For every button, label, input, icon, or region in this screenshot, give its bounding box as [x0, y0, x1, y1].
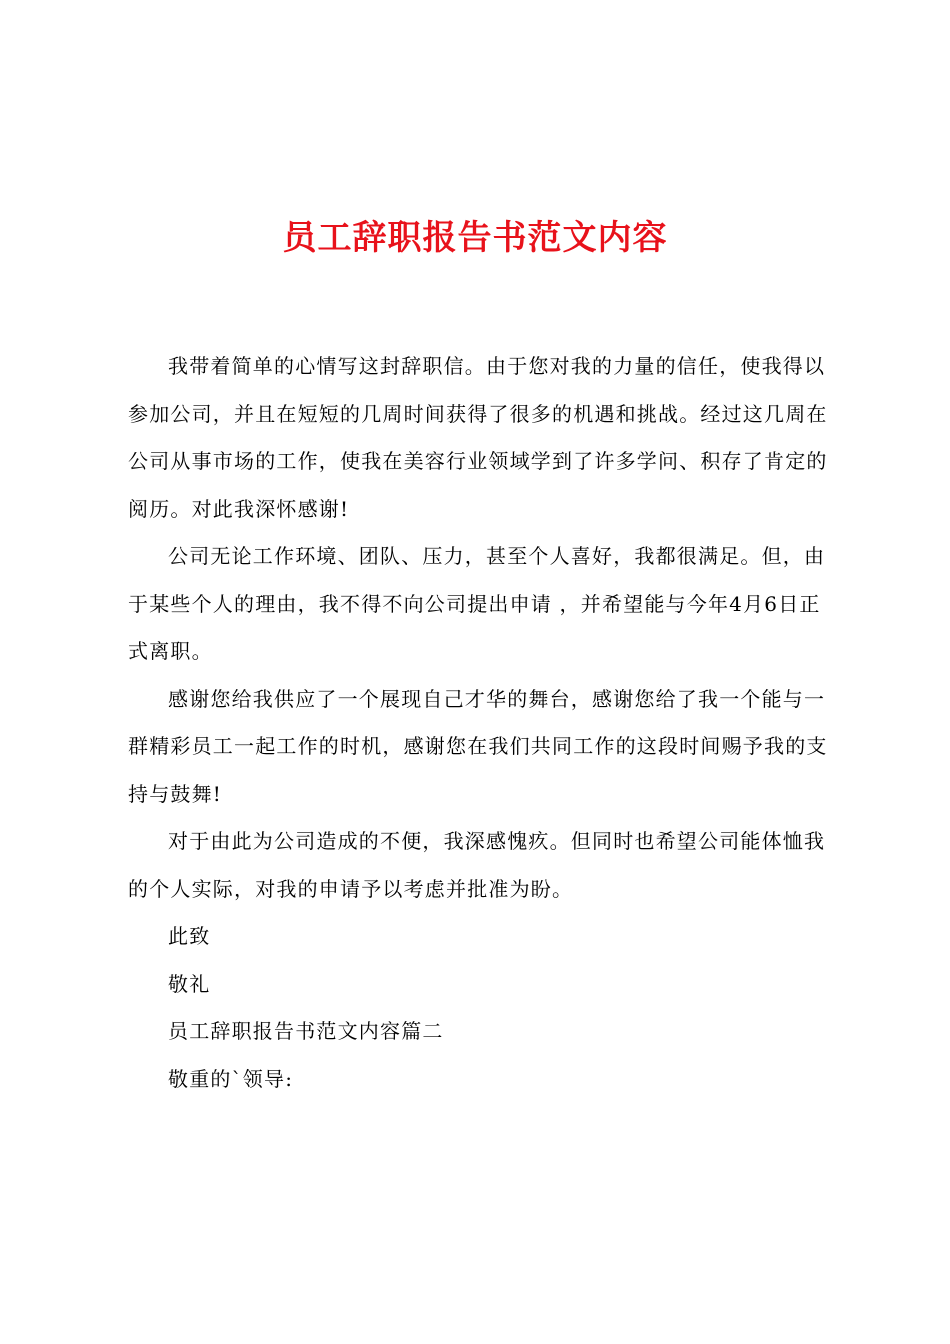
closing-line-1: 此致 — [168, 924, 211, 948]
paragraph-2: 公司无论工作环境、团队、压力，甚至个人喜好，我都很满足。但，由于某些个人的理由，我不得不向公司提出申请 ，并希望能与今年4月6日正式离职。 — [128, 544, 826, 663]
document-body — [128, 343, 832, 1103]
salutation: 敬重的`领导: — [168, 1066, 294, 1091]
closing-line-2: 敬礼 — [168, 971, 211, 996]
paragraph-4: 对于由此为公司造成的不便，我深感愧疚。但同时也希望公司能体恤我的个人实际，对我的申请予以考虑并批准为盼。 — [128, 829, 826, 901]
document-title: 员工辞职报告书范文内容 — [282, 218, 668, 258]
paragraph-1: 我带着简单的心情写这封辞职信。由于您对我的力量的信任，使我得以参加公司，并且在短短的几周时间获得了很多的机遇和挑战。经过这几周在公司从事市场的工作，使我在美容行业领域学到了许多学问、积存了肯定的阅历。对此我深怀感谢! — [128, 354, 828, 521]
paragraph-3: 感谢您给我供应了一个展现自己才华的舞台，感谢您给了我一个能与一群精彩员工一起工作的时机，感谢您在我们共同工作的这段时间赐予我的支持与鼓舞! — [128, 686, 828, 806]
section-heading-2: 员工辞职报告书范文内容篇二 — [168, 1019, 444, 1043]
